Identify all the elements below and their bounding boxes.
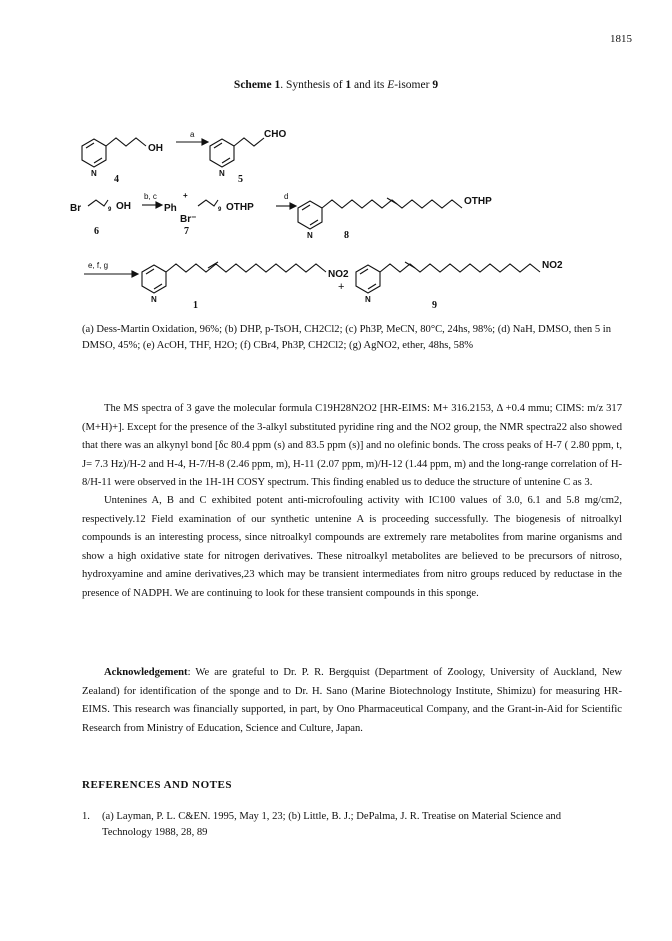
compound-6-chain — [88, 200, 108, 206]
label-n-9: N — [365, 295, 371, 304]
compound-5-label: 5 — [238, 174, 243, 185]
label-h9-7: 9 — [218, 207, 222, 213]
label-n-8: N — [307, 231, 313, 240]
page-number: 1815 — [610, 33, 632, 45]
compound-9-structure — [356, 262, 540, 293]
label-p-plus: + — [183, 191, 188, 200]
label-plus: + — [338, 281, 345, 293]
label-ph3p: Ph — [164, 203, 177, 214]
compound-7-chain — [198, 200, 218, 206]
label-no2-9: NO2 — [542, 260, 563, 271]
reaction-conditions: (a) Dess-Martin Oxidation, 96%; (b) DHP, p-TsOH, CH2Cl2; (c) Ph3P, MeCN, 80°C, 24hs, 98%; (d) NaH, DMSO, then 5 in DMSO, 45%; (e) AcOH, THF, H2O; (f) CBr4, Ph3P, CH2Cl2; (g) AgNO2, ether, 48hs, 58% — [82, 324, 612, 351]
compound-4-label: 4 — [114, 174, 119, 185]
label-h9-6: 9 — [108, 207, 112, 213]
compound-1-label: 1 — [193, 300, 198, 310]
label-othp-8: OTHP — [464, 196, 492, 207]
compound-4-structure — [82, 138, 146, 167]
label-oh-6: OH — [116, 201, 131, 212]
compound-8-label: 8 — [344, 230, 349, 241]
label-no2-1: NO2 — [328, 269, 349, 280]
label-step-efg: e, f, g — [88, 261, 109, 270]
label-step-a: a — [190, 130, 195, 139]
acknowledgement-heading: Acknowledgement — [104, 667, 188, 678]
label-step-bc: b, c — [144, 192, 157, 201]
scheme-title-text-3: -isomer — [394, 79, 433, 91]
paragraph-ms-spectra — [82, 400, 622, 493]
label-cho: CHO — [264, 129, 287, 140]
synthesis-scheme — [50, 110, 610, 310]
compound-8-structure — [298, 198, 462, 229]
scheme-title-compound-9: 9 — [432, 79, 439, 91]
references-heading: REFERENCES AND NOTES — [82, 779, 232, 791]
scheme-title-e: E — [387, 79, 395, 91]
label-n-5: N — [219, 169, 225, 178]
paragraph-1-text: The MS spectra of 3 gave the molecular formula C19H28N2O2 [HR-EIMS: M+ 316.2153, Δ +0.4 mmu; CIMS: m/z 317 (M+H)+]. Except for the presence of the 3-alkyl substituted pyridine ring and the NO2 group, the NMR spectra22 also showed that there was an alkynyl bond [δc 80.4 ppm (s) and 83.5 ppm (s)] and no olefinic bonds. The cross peaks of H-7 ( 2.80 ppm, t, J= 7.3 Hz)/H-2 and H-4, H-7/H-8 (2.46 ppm, m), H-11 (2.07 ppm, m)/H-12 (1.44 ppm, m) and the long-range correlation of H-8/H-11 were observed in the 1H-1H COSY spectrum. This finding enabled us to deduce the structure of untenine C as 3. — [82, 403, 622, 489]
scheme-title — [0, 79, 672, 91]
acknowledgement — [82, 664, 622, 738]
label-step-d: d — [284, 192, 289, 201]
reference-1-number: 1. — [82, 811, 90, 822]
label-br-minus: Br⁻ — [180, 214, 197, 225]
label-br: Br — [70, 203, 82, 214]
compound-9-label: 9 — [432, 300, 437, 310]
compound-1-structure — [142, 262, 326, 293]
acknowledgement-text: : We are grateful to Dr. P. R. Bergquist (Department of Zoology, University of Auckland, New Zealand) for identification of the sponge and to Dr. H. Sano (Marine Biotechnology Institute, Shimizu) for measuring HR-EIMS. This research was financially supported, in part, by Ono Pharmaceutical Company, and the Grant-in-Aid for Scientific Research from Ministry of Education, Science and Culture, Japan. — [82, 667, 622, 734]
scheme-title-compound-1: 1 — [345, 79, 352, 91]
scheme-label: Scheme 1 — [233, 79, 281, 91]
compound-5-structure — [210, 138, 264, 167]
label-n-4: N — [91, 169, 97, 178]
paragraph-2-text: Untenines A, B and C exhibited potent anti-microfouling activity with IC100 values of 3.0, 6.1 and 5.8 mg/cm2, respectively.12 Field examination of our synthetic untenine A is proceeding successfully. The biogenesis of nitroalkyl compounds is an interesting process, since nitroalkyl compounds are extremely rare metabolites from marine organisms and show a high oxidative state for nitrogen derivatives. These nitroalkyl metabolites are believed to be precursors of nitroso, hydroxyamine and amine derivatives,23 which may be transient intermediates from nitro groups reduced by reductase in the presence of NADPH. We are continuing to look for these transient compounds in this sponge. — [82, 495, 622, 599]
paragraph-untenines — [82, 492, 622, 604]
scheme-title-text: . Synthesis of — [280, 79, 346, 91]
reference-1-text: (a) Layman, P. L. C&EN. 1995, May 1, 23; (b) Little, B. J.; DePalma, J. R. Treatise on Material Science and Technology 1988, 28, 89 — [102, 811, 561, 838]
compound-7-label: 7 — [184, 226, 189, 237]
label-othp-7: OTHP — [226, 202, 254, 213]
label-oh: OH — [148, 143, 163, 154]
scheme-title-text-2: and its — [351, 79, 388, 91]
compound-6-label: 6 — [94, 226, 99, 237]
label-n-1: N — [151, 295, 157, 304]
